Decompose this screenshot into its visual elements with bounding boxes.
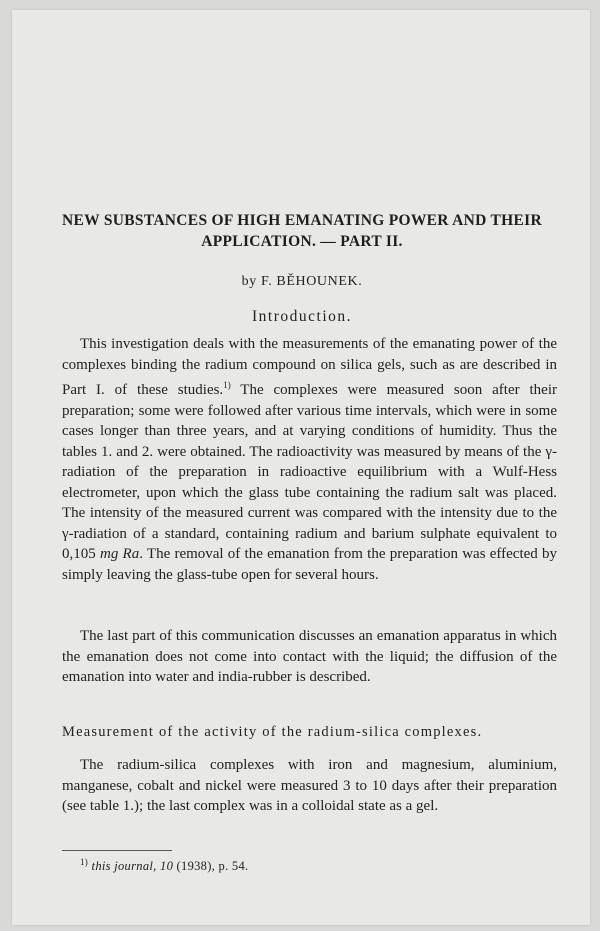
introduction-paragraph-1 [62,334,557,585]
footnote [80,857,248,874]
paragraph-text: . The removal of the emanation from the preparation was effected by simply leaving the glass-tube open for several hours. [62,546,558,583]
footnote-journal: this journal, [91,859,157,874]
article-title: NEW SUBSTANCES OF HIGH EMANATING POWER AND THEIR APPLICATION. — PART II. [62,212,542,250]
paragraph-text: This investigation deals with the measurements of the emanating power of the complexes binding the radium compound on silica gels, such as are described in Part I. of these studies. [62,336,557,398]
introduction-paragraph-2: The last part of this communication discusses an emanation apparatus in which the emanation does not come into contact with the liquid; the diffusion of the emanation into water and india-rubber is described. [62,628,557,685]
unit-text: mg Ra [99,546,140,562]
footnote-rest: (1938), p. 54. [173,859,249,874]
footnote-divider [62,850,172,851]
introduction-heading: Introduction. [252,308,352,325]
footnote-volume: 10 [160,859,174,874]
paragraph-text: The complexes were measured soon after their preparation; some were followed after various time intervals, which were in some cases longer than three years, and at varying conditions of humidity. Thus the tables 1. and 2. were obtained. The radioactivity was measured by means of the γ-radiation of the preparation in radioactive equilibrium with a Wulf-Hess electrometer, upon which the glass tube containing the radium salt was placed. The intensity of the measured current was compared with the intensity due to the γ-radiation of a standard, containing radium and barium sulphate equivalent to 0,105 [62,382,558,562]
author-line: by F. BĚHOUNEK. [241,274,363,289]
document-page [12,10,590,925]
footnote-mark: 1) [80,857,89,867]
footnote-reference: 1) [223,380,231,390]
section-heading: Measurement of the activity of the radium-silica complexes. [62,724,483,740]
section-paragraph-1: The radium-silica complexes with iron and magnesium, aluminium, manganese, cobalt and nickel were measured 3 to 10 days after their preparation (see table 1.); the last complex was in a colloidal state as a gel. [62,757,557,814]
